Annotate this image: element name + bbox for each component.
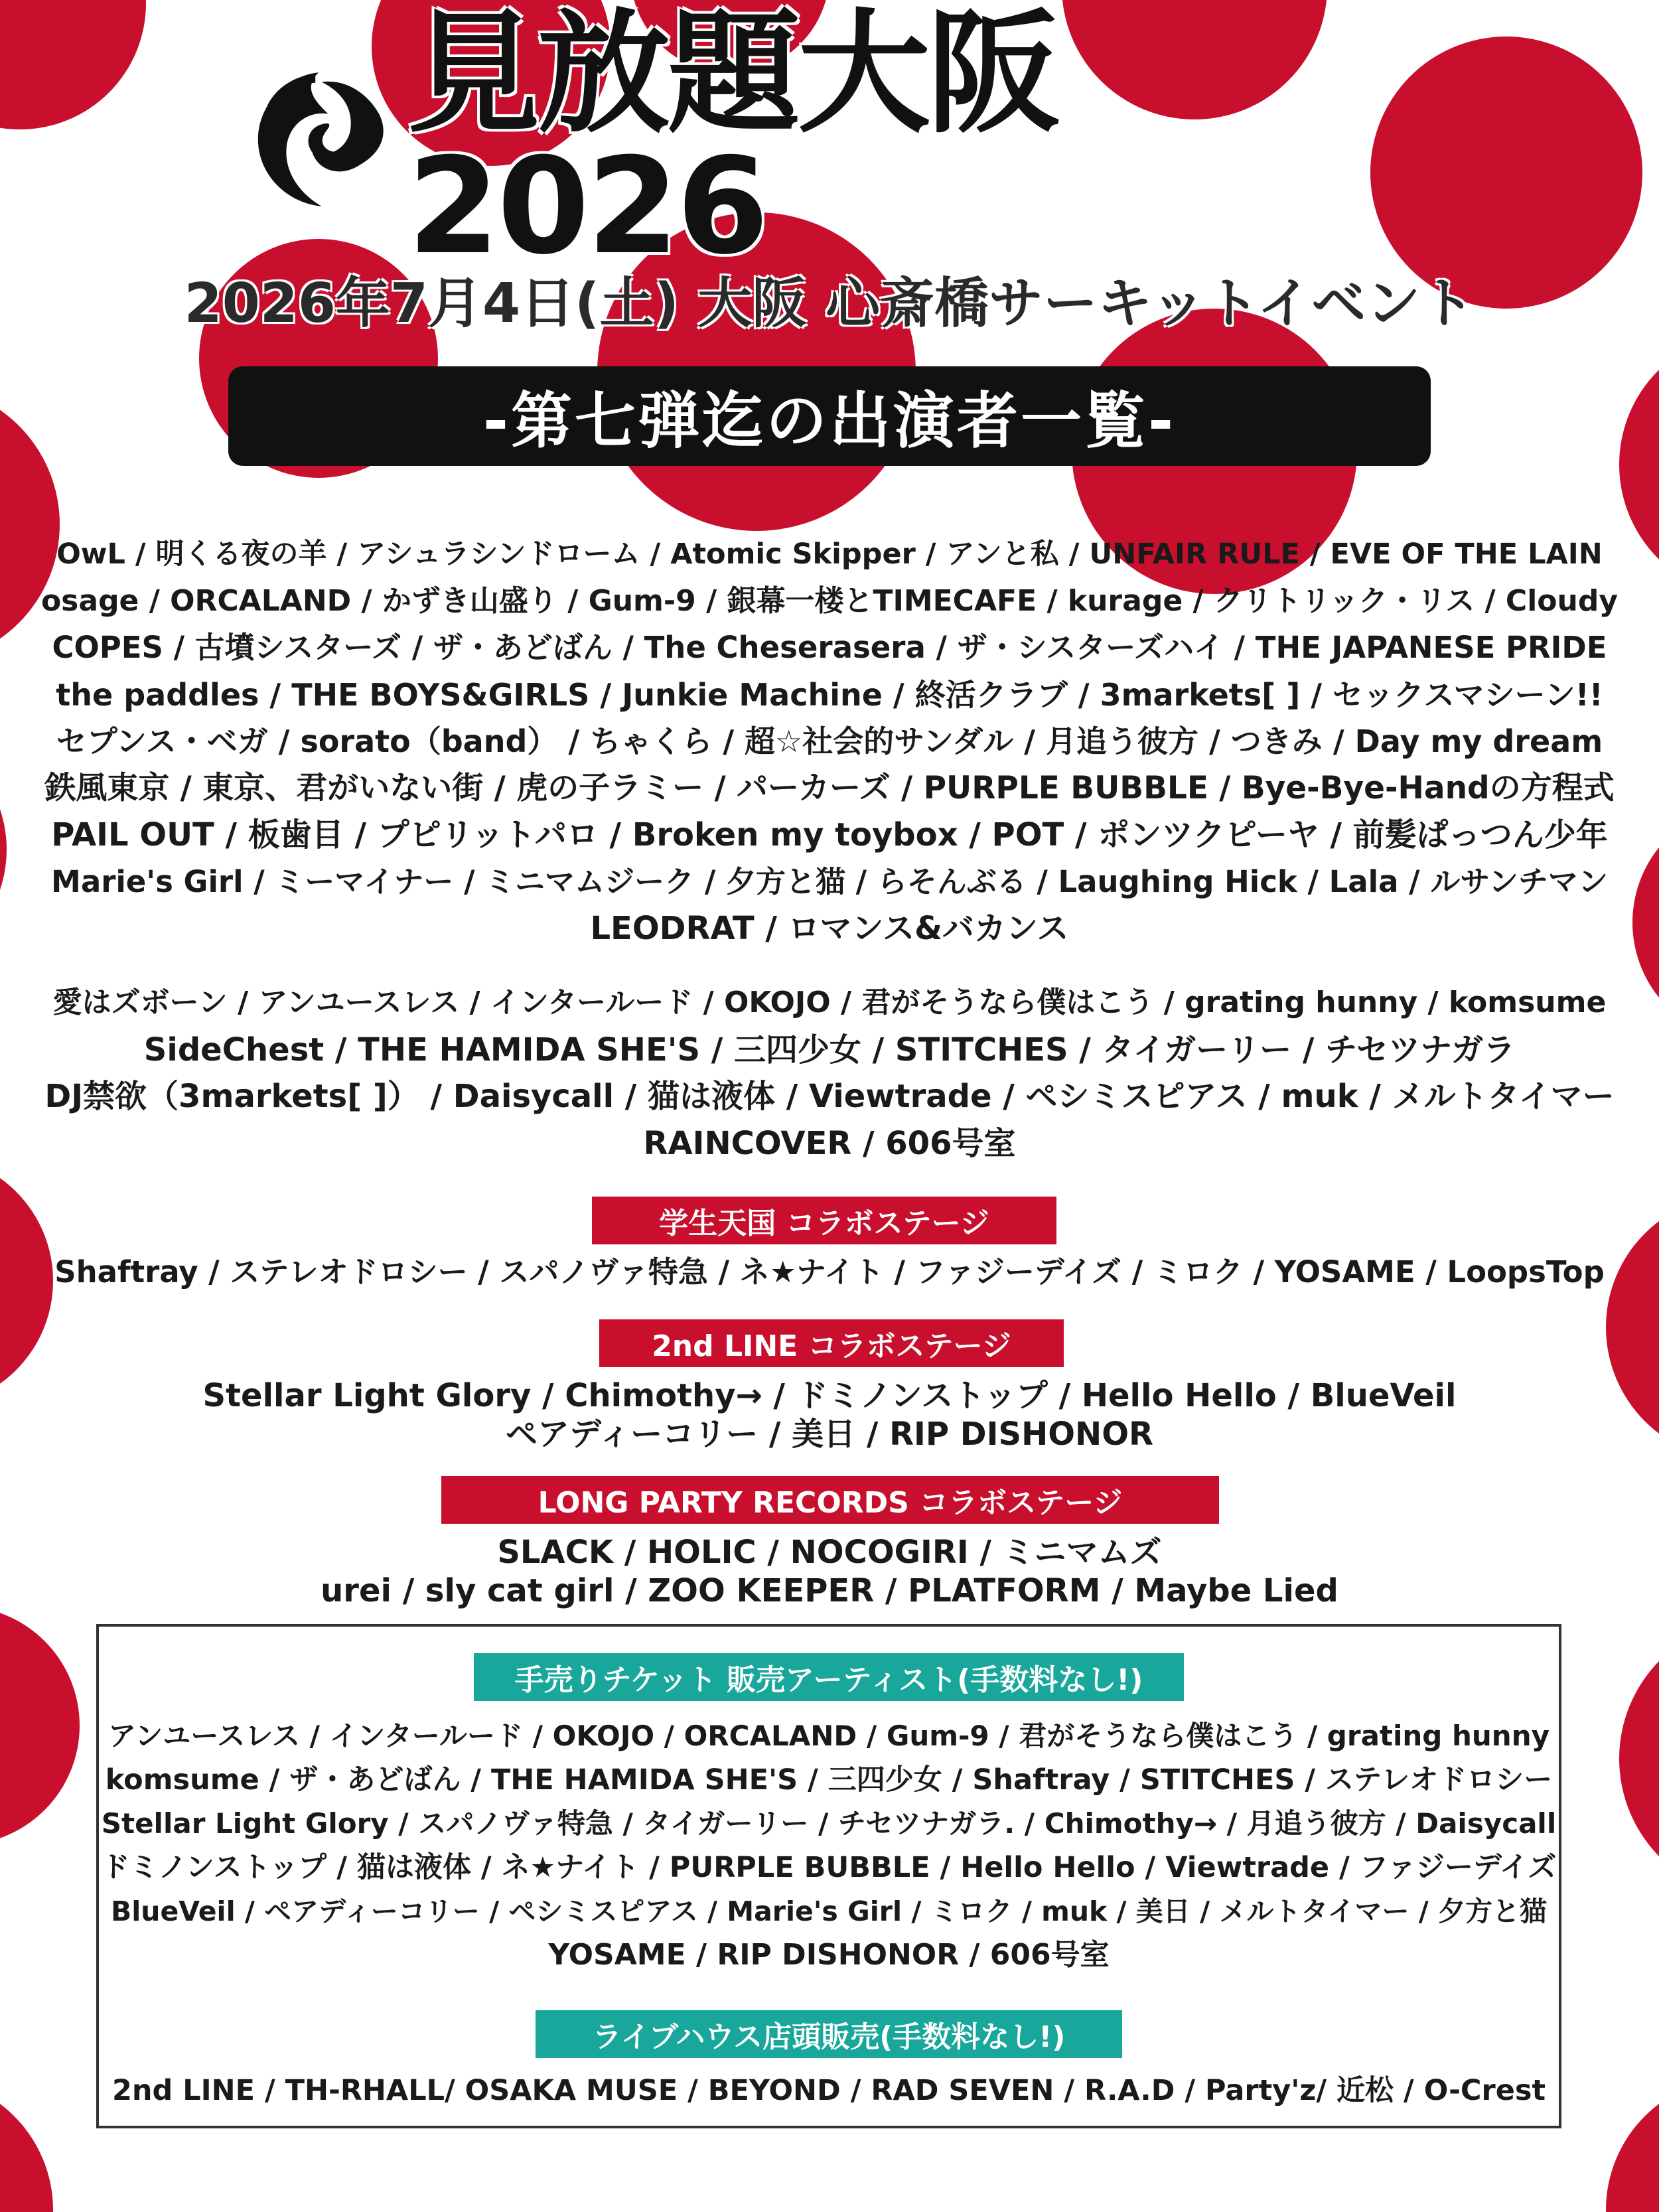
stage-lineup-long-party	[40, 1533, 1619, 1610]
lineup-line: osage / ORCALAND / かずき山盛り / Gum-9 / 銀幕一楼とTIMECAFE / kurage / クリトリック・リス / Cloudy	[40, 583, 1619, 618]
hand-ticket-artists	[99, 1714, 1559, 1977]
lineup-line: Shaftray / ステレオドロシー / スパノヴァ特急 / ネ★ナイト / ファジーデイズ / ミロク / YOSAME / LoopsTop	[54, 1254, 1605, 1290]
lineup-line: Marie's Girl / ミーマイナー / ミニマムジーク / 夕方と猫 / らそんぶる / Laughing Hick / Lala / ルサンチマン	[51, 863, 1608, 899]
festival-logo	[239, 0, 1367, 284]
lineup-line: PAIL OUT / 板歯目 / プピリットパロ / Broken my toybox / POT / ポンツクピーヤ / 前髪ぱっつん少年	[51, 816, 1608, 853]
lineup-line: COPES / 古墳シスターズ / ザ・あどばん / The Cheserasera / ザ・シスターズハイ / THE JAPANESE PRIDE	[52, 630, 1607, 665]
lineup-line: RAINCOVER / 606号室	[643, 1124, 1016, 1162]
main-lineup	[40, 531, 1619, 952]
lineup-line: ペアディーコリー / 美日 / RIP DISHONOR	[506, 1416, 1153, 1453]
lineup-line: DJ禁欲（3markets[ ]） / Daisycall / 猫は液体 / Viewtrade / ペシミスピアス / muk / メルトタイマー	[44, 1078, 1615, 1115]
ticket-info-box	[96, 1624, 1561, 2128]
lineup-banner: -第七弾迄の出演者一覧-	[228, 366, 1431, 466]
lineup-line: アンユースレス / インタールード / OKOJO / ORCALAND / Gum-9 / 君がそうなら僕はこう / grating hunny	[108, 1720, 1550, 1752]
lineup-line: ドミノンストップ / 猫は液体 / ネ★ナイト / PURPLE BUBBLE / Hello Hello / Viewtrade / ファジーデイズ	[101, 1851, 1557, 1884]
lineup-line: SLACK / HOLIC / NOCOGIRI / ミニマムズ	[497, 1534, 1162, 1571]
lineup-line: Stellar Light Glory / スパノヴァ特急 / タイガーリー / チセツナガラ. / Chimothy→ / 月追う彼方 / Daisycall	[101, 1807, 1557, 1840]
store-sales-venues	[99, 2069, 1559, 2112]
lineup-line: 2nd LINE / TH-RHALL/ OSAKA MUSE / BEYOND / RAD SEVEN / R.A.D / Party'z/ 近松 / O-Crest	[111, 2074, 1546, 2107]
lineup-line: 鉄風東京 / 東京、君がいない街 / 虎の子ラミー / パーカーズ / PURPLE BUBBLE / Bye-Bye-Handの方程式	[44, 769, 1615, 806]
second-lineup	[40, 980, 1619, 1167]
lineup-line: BlueVeil / ペアディーコリー / ペシミスピアス / Marie's Girl / ミロク / muk / 美日 / メルトタイマー / 夕方と猫	[110, 1895, 1548, 1927]
stage-label-2nd-line: 2nd LINE コラボステージ	[599, 1319, 1064, 1367]
stage-label-gakusei: 学生天国 コラボステージ	[592, 1197, 1056, 1244]
lineup-line: Stellar Light Glory / Chimothy→ / ドミノンストップ / Hello Hello / BlueVeil	[202, 1377, 1457, 1414]
lineup-line: urei / sly cat girl / ZOO KEEPER / PLATFORM / Maybe Lied	[321, 1572, 1338, 1609]
lineup-line: the paddles / THE BOYS&GIRLS / Junkie Machine / 終活クラブ / 3markets[ ] / セックスマシーン!!	[56, 676, 1603, 713]
lineup-line: LEODRAT / ロマンス&バカンス	[590, 910, 1069, 947]
store-sales-label: ライブハウス店頭販売(手数料なし!)	[536, 2010, 1122, 2058]
stage-lineup-gakusei	[40, 1253, 1619, 1291]
lineup-line: セプンス・ベガ / sorato（band） / ちゃくら / 超☆社会的サンダル / 月追う彼方 / つきみ / Day my dream	[56, 723, 1603, 759]
lineup-line: 愛はズボーン / アンユースレス / インタールード / OKOJO / 君がそうなら僕はこう / grating hunny / komsume	[52, 986, 1607, 1019]
hand-ticket-label: 手売りチケット 販売アーティスト(手数料なし!)	[474, 1653, 1184, 1701]
festival-title: 見放題大阪2026	[407, 0, 1058, 284]
lineup-line: SideChest / THE HAMIDA SHE'S / 三四少女 / STITCHES / タイガーリー / チセツナガラ	[143, 1031, 1516, 1069]
stage-label-long-party: LONG PARTY RECORDS コラボステージ	[441, 1476, 1219, 1524]
lineup-line: komsume / ザ・あどばん / THE HAMIDA SHE'S / 三四少女 / Shaftray / STITCHES / ステレオドロシー	[105, 1763, 1553, 1797]
stage-lineup-2nd-line	[40, 1376, 1619, 1453]
event-date-venue: 2026年7月4日(土) 大阪 心斎橋サーキットイベント	[184, 272, 1475, 335]
lineup-line: YOSAME / RIP DISHONOR / 606号室	[548, 1938, 1110, 1972]
swirl-logo-icon	[239, 60, 398, 222]
lineup-line: OwL / 明くる夜の羊 / アシュラシンドローム / Atomic Skipper / アンと私 / UNFAIR RULE / EVE OF THE LAIN	[56, 538, 1603, 571]
